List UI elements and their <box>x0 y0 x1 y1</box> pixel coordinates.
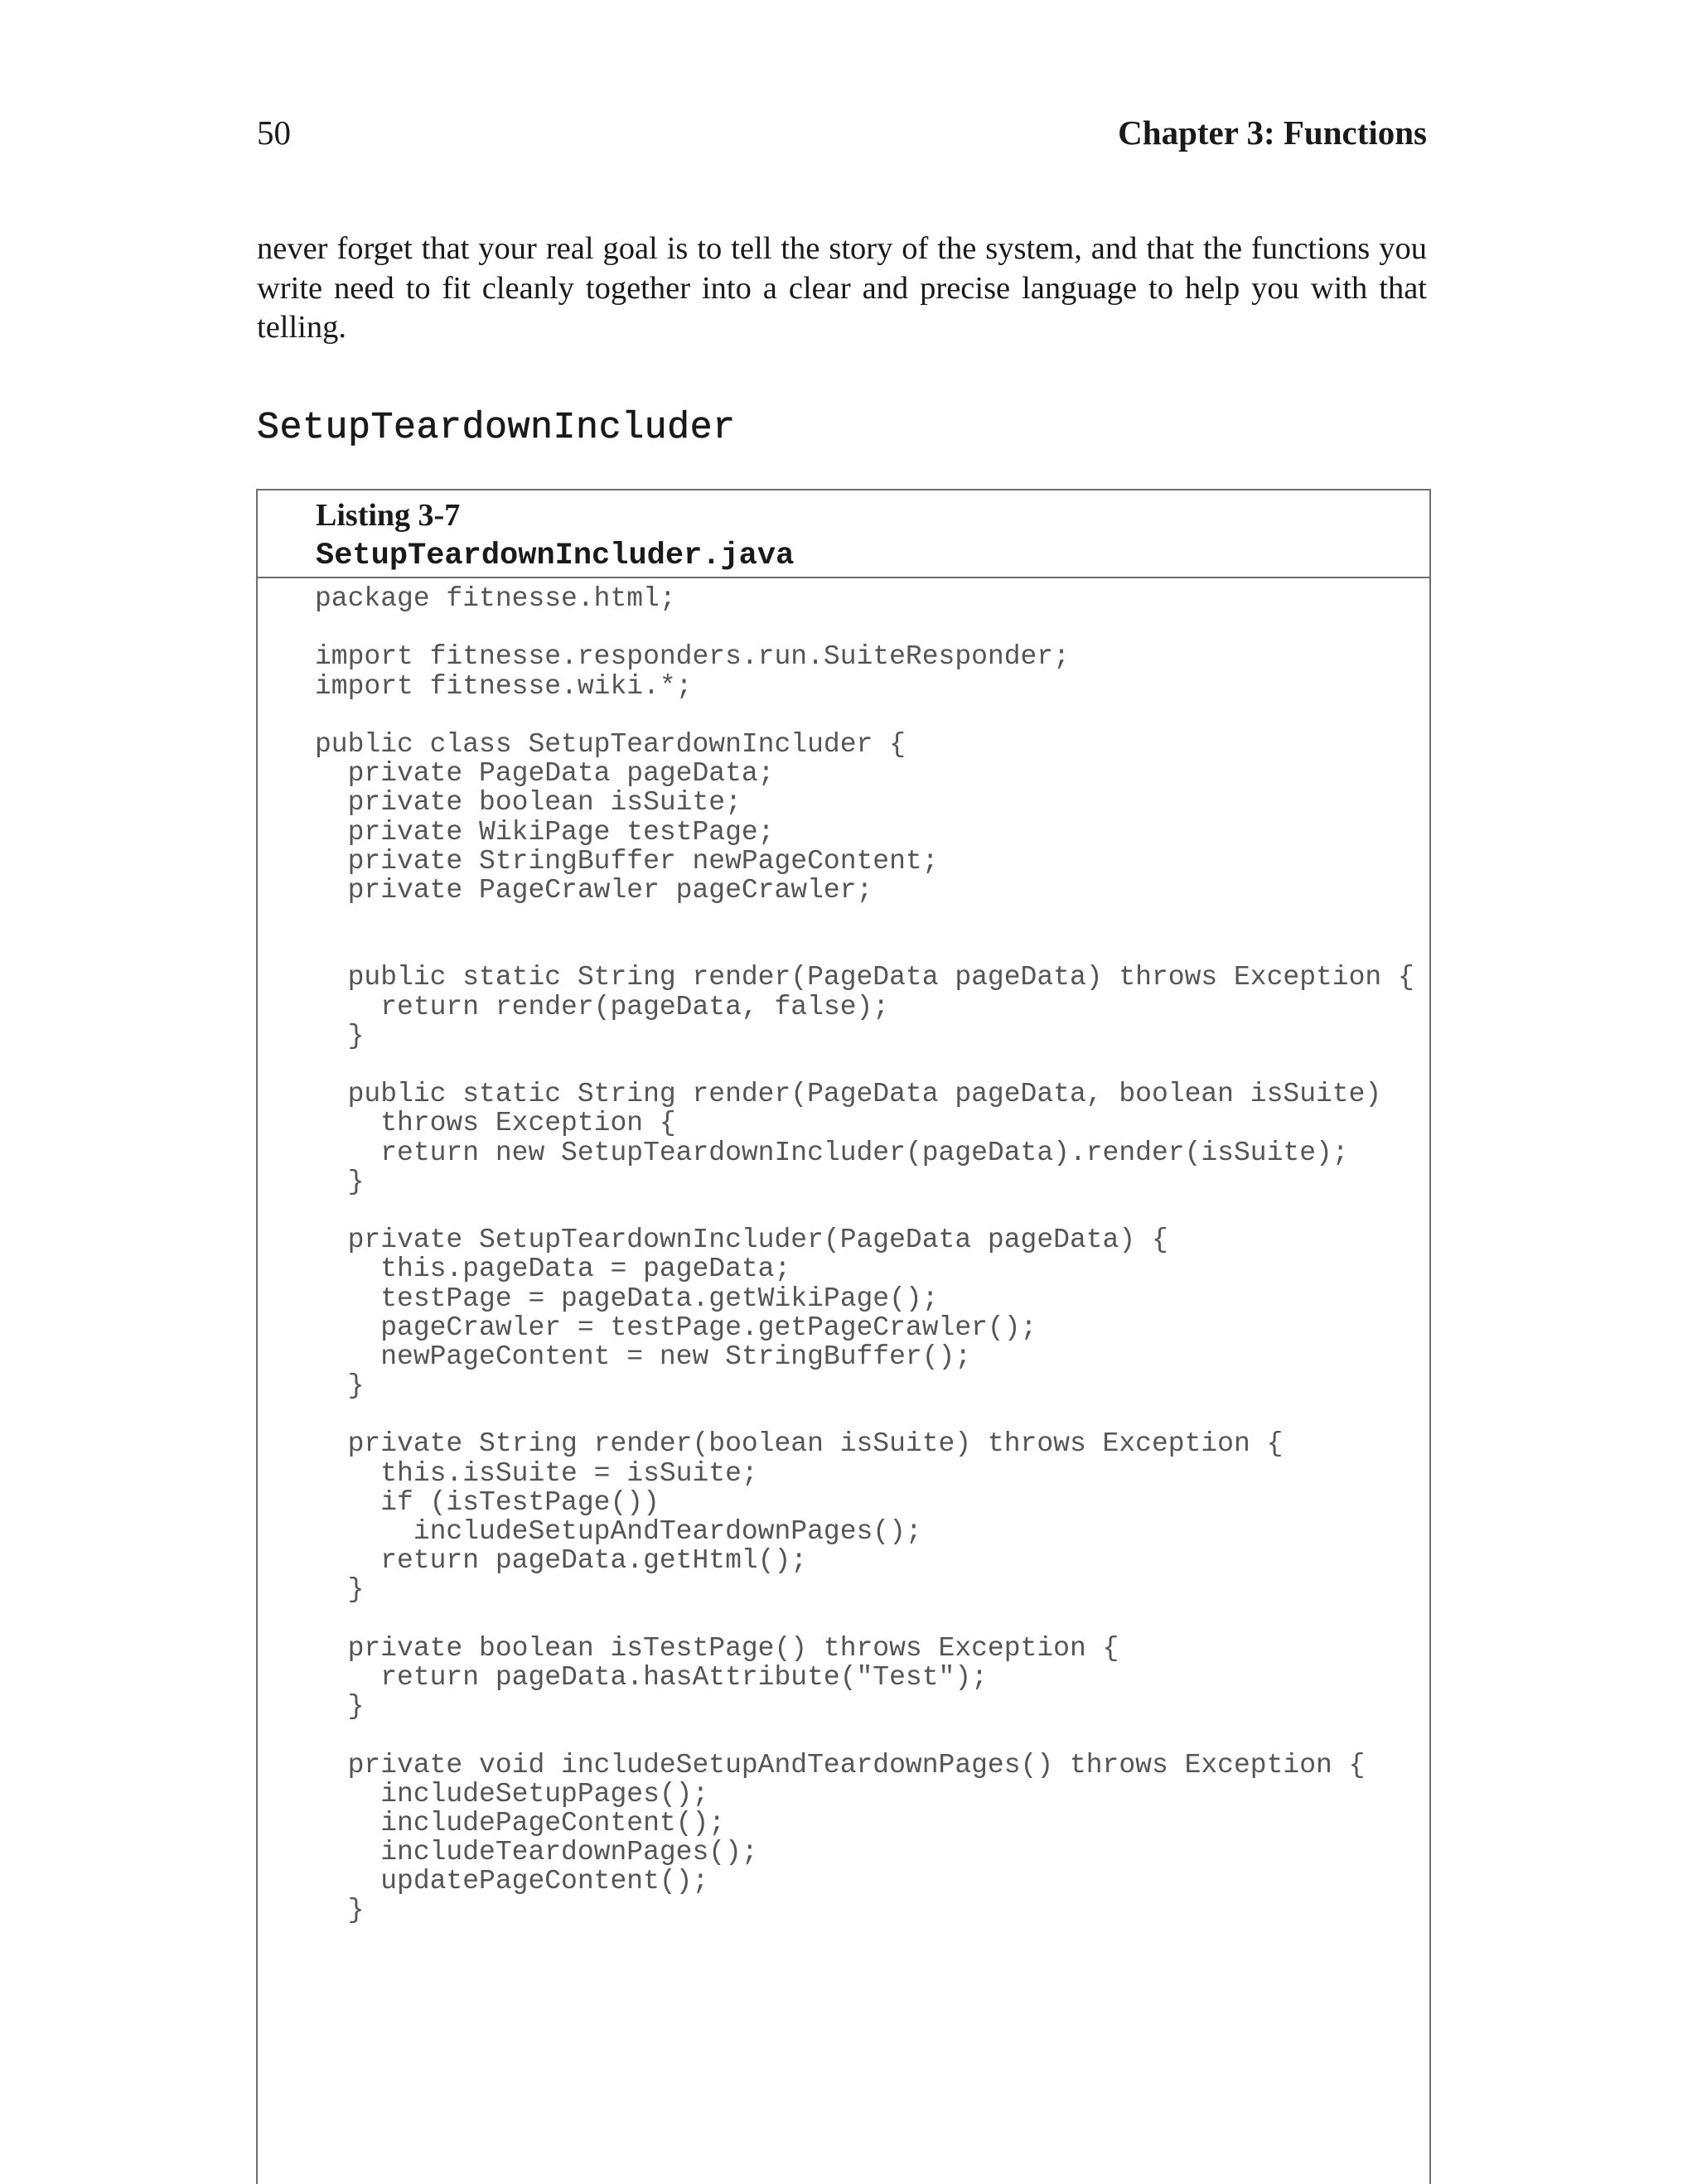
code-line <box>315 1721 1414 1750</box>
code-line: if (isTestPage()) <box>315 1486 660 1518</box>
code-line: includeSetupPages(); <box>315 1778 709 1810</box>
code-line: } <box>315 1166 365 1197</box>
code-line: } <box>315 1574 365 1606</box>
code-line <box>315 934 1414 963</box>
code-line <box>315 701 1414 730</box>
code-line: package fitnesse.html; <box>315 583 676 614</box>
code-line: import fitnesse.wiki.*; <box>315 670 693 702</box>
code-line: private boolean isSuite; <box>315 787 742 819</box>
chapter-title: Chapter 3: Functions <box>1118 114 1427 152</box>
code-line: return pageData.hasAttribute("Test"); <box>315 1661 988 1693</box>
code-line: private StringBuffer newPageContent; <box>315 845 939 877</box>
code-listing <box>256 489 1431 2184</box>
code-line <box>315 905 1414 934</box>
code-line: import fitnesse.responders.run.SuiteResponder; <box>315 641 1070 673</box>
code-line <box>315 1925 1414 1954</box>
page-number: 50 <box>257 114 291 152</box>
code-line: throws Exception { <box>315 1108 676 1139</box>
code-line: includeSetupAndTeardownPages(); <box>315 1516 922 1547</box>
code-line: public static String render(PageData pageData) throws Exception { <box>315 962 1414 993</box>
code-line <box>315 1051 1414 1080</box>
code-line: private void includeSetupAndTeardownPages() throws Exception { <box>315 1749 1366 1781</box>
code-line: public static String render(PageData pageData, boolean isSuite) <box>315 1079 1382 1110</box>
code-line <box>315 613 1414 642</box>
code-line: includePageContent(); <box>315 1807 726 1839</box>
code-line: includeTeardownPages(); <box>315 1837 758 1868</box>
code-line: } <box>315 1895 365 1926</box>
code-line: public class SetupTeardownIncluder { <box>315 728 906 760</box>
code-line <box>315 1400 1414 1429</box>
code-line: private PageData pageData; <box>315 758 775 790</box>
code-line: private String render(boolean isSuite) throws Exception { <box>315 1428 1284 1460</box>
code-line <box>315 1196 1414 1225</box>
code-line: } <box>315 1691 365 1723</box>
listing-filename: SetupTeardownIncluder.java <box>316 539 795 573</box>
code-block <box>315 584 1414 1954</box>
listing-number: Listing 3-7 <box>316 498 461 533</box>
code-line: return new SetupTeardownIncluder(pageData).render(isSuite); <box>315 1137 1349 1168</box>
code-line: private boolean isTestPage() throws Exception { <box>315 1632 1119 1664</box>
listing-header <box>258 490 1429 578</box>
section-heading: SetupTeardownIncluder <box>257 407 736 449</box>
code-line: updatePageContent(); <box>315 1866 709 1897</box>
code-line: testPage = pageData.getWikiPage(); <box>315 1283 939 1314</box>
running-head <box>257 112 1427 153</box>
code-line: return pageData.getHtml(); <box>315 1545 808 1577</box>
code-line: } <box>315 1020 365 1051</box>
intro-paragraph: never forget that your real goal is to tell the story of the system, and that the functions you write need to fit cleanly together into a clear and precise language to help you with that telling. <box>257 231 1427 345</box>
code-line: private PageCrawler pageCrawler; <box>315 874 873 906</box>
code-line: } <box>315 1370 365 1402</box>
code-line: pageCrawler = testPage.getPageCrawler(); <box>315 1312 1037 1343</box>
code-line: private WikiPage testPage; <box>315 816 775 848</box>
code-line <box>315 1605 1414 1634</box>
code-line: newPageContent = new StringBuffer(); <box>315 1341 972 1372</box>
code-line: this.isSuite = isSuite; <box>315 1457 758 1489</box>
code-line: return render(pageData, false); <box>315 991 890 1022</box>
code-line: private SetupTeardownIncluder(PageData pageData) { <box>315 1225 1168 1256</box>
code-line: this.pageData = pageData; <box>315 1254 791 1285</box>
